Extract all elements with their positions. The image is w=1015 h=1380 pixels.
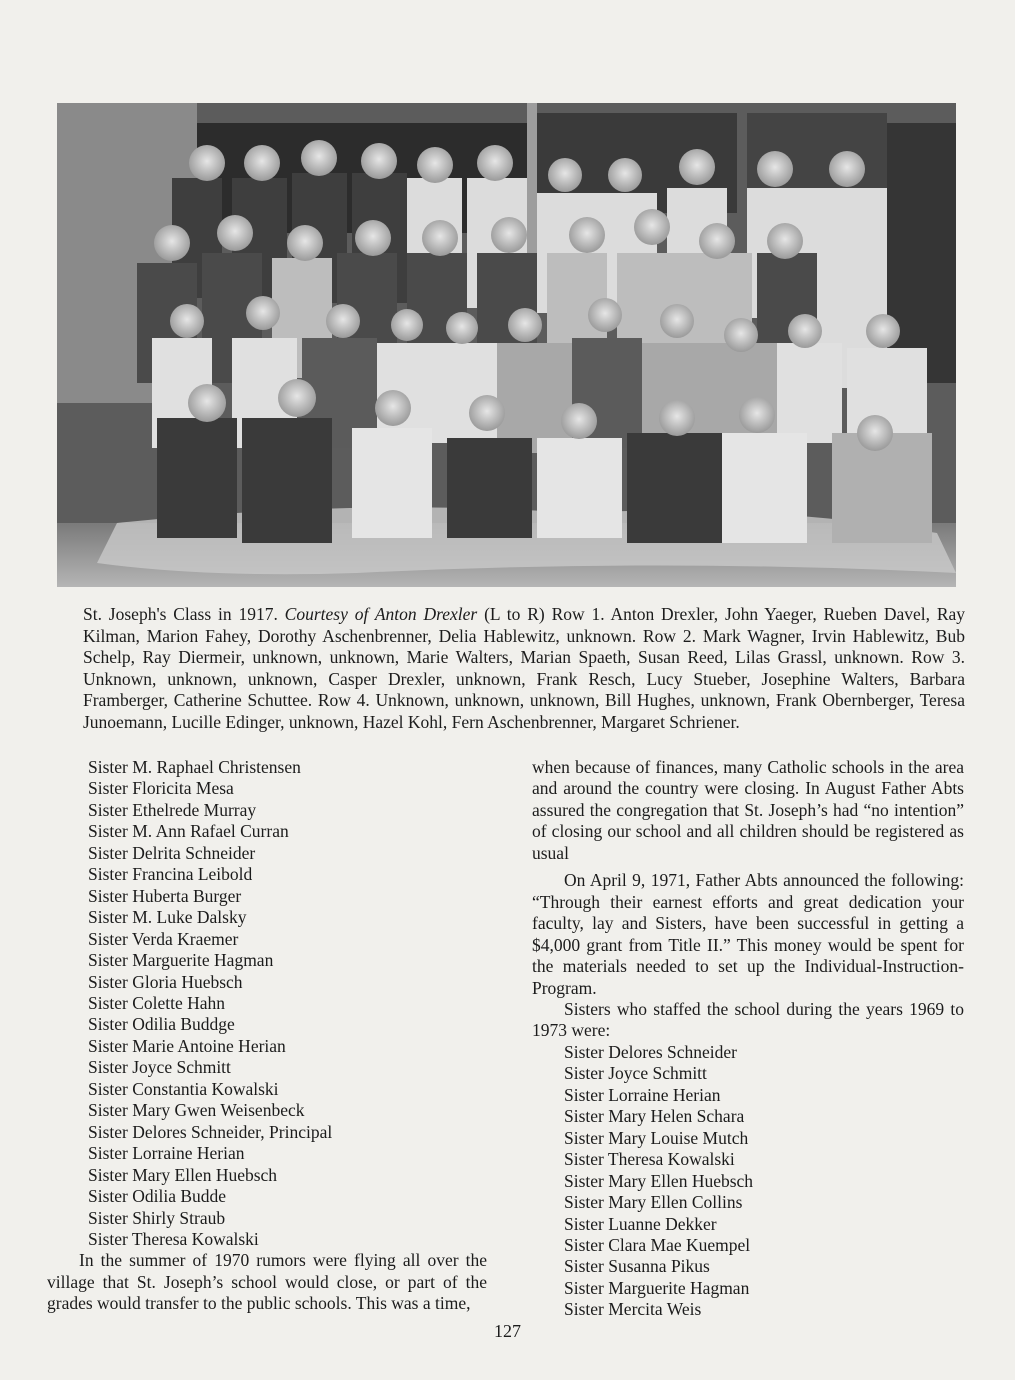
list-item: Sister Delores Schneider, Principal [88,1121,333,1142]
right-column [532,757,964,1321]
staff-intro-paragraph: Sisters who staffed the school during the years 1969 to 1973 were: [532,998,964,1041]
list-item: Sister Mercita Weis [564,1299,702,1320]
list-item: Sister Mary Helen Schara [564,1106,745,1127]
list-item: Sister Mary Louise Mutch [564,1127,749,1148]
list-item: Sister Shirly Straub [88,1207,226,1228]
list-item: Sister Ethelrede Murray [88,799,257,820]
list-item: Sister Theresa Kowalski [564,1149,735,1170]
list-item: Sister Marie Antoine Herian [88,1035,286,1056]
list-item: Sister Clara Mae Kuempel [564,1234,751,1255]
list-item: Sister Luanne Dekker [564,1213,717,1234]
list-item: Sister Verda Kraemer [88,928,239,949]
grant-paragraph: On April 9, 1971, Father Abts announced the following: “Through their earnest efforts and great dedication your faculty, lay and Sisters, have been successful in getting a $4,000 grant from Title II.” This money would be spent for the materials needed to set up the Individual-Instruction-Program. [532,870,964,998]
list-item: Sister Mary Ellen Huebsch [564,1170,754,1191]
list-item: Sister Joyce Schmitt [564,1063,707,1084]
class-photograph-image [57,103,956,587]
list-item: Sister Constantia Kowalski [88,1078,279,1099]
list-item: Sister M. Ann Rafael Curran [88,821,289,842]
list-item: Sister Huberta Burger [88,885,242,906]
sisters-list-right [532,1042,964,1321]
list-item: Sister Theresa Kowalski [88,1228,259,1249]
list-item: Sister Francina Leibold [88,864,253,885]
list-item: Sister Odilia Budde [88,1186,227,1207]
page-number: 127 [494,1321,521,1341]
list-item: Sister Mary Ellen Collins [564,1192,743,1213]
list-item: Sister Joyce Schmitt [88,1057,231,1078]
list-item: Sister Floricita Mesa [88,778,234,799]
finances-paragraph: when because of finances, many Catholic schools in the area and around the country were closing. In August Father Abts assured the congregation that St. Joseph’s had “no intention” of closing our school and all children should be registered as usual [532,757,964,863]
caption-body: (L to R) Row 1. Anton Drexler, John Yaeger, Rueben Davel, Ray Kilman, Marion Fahey, Dorothy Aschenbrenner, Delia Hablewitz, unknown. Row 2. Mark Wagner, Irvin Hablewitz, Bub Schelp, Ray Diermeir, unknown, unknown, Marie Walters, Marian Spaeth, Susan Reed, Lilas Grassl, unknown. Row 3. Unknown, unknown, unknown, Casper Drexler, unknown, Frank Resch, Lucy Stueber, Josephine Walters, Barbara Framberger, Catherine Schuttee. Row 4. Unknown, unknown, unknown, Bill Hughes, unknown, Frank Obernberger, Teresa Junoemann, Lucille Edinger, unknown, Hazel Kohl, Fern Aschenbrenner, Margaret Schriener. [83,604,966,732]
caption-credit: Courtesy of Anton Drexler [284,604,478,624]
rumors-paragraph: In the summer of 1970 rumors were flying all over the village that St. Joseph’s school would close, or part of the grades would transfer to the public schools. This was a time, [47,1250,487,1314]
list-item: Sister Lorraine Herian [88,1143,245,1164]
sisters-list-left [88,757,488,1250]
list-item: Sister M. Luke Dalsky [88,907,247,928]
list-item: Sister Mary Gwen Weisenbeck [88,1100,305,1121]
caption-lead: St. Joseph's Class in 1917. [83,604,278,624]
photo-caption [83,604,965,733]
list-item: Sister Lorraine Herian [564,1084,721,1105]
list-item: Sister Delrita Schneider [88,842,256,863]
left-column [47,757,488,1315]
class-photograph [57,103,956,587]
list-item: Sister Delores Schneider [564,1041,738,1062]
list-item: Sister Mary Ellen Huebsch [88,1164,278,1185]
list-item: Sister Marguerite Hagman [564,1277,750,1298]
list-item: Sister Marguerite Hagman [88,950,274,971]
list-item: Sister Susanna Pikus [564,1256,710,1277]
list-item: Sister M. Raphael Christensen [88,757,301,777]
list-item: Sister Odilia Buddge [88,1014,235,1035]
list-item: Sister Colette Hahn [88,992,226,1013]
list-item: Sister Gloria Huebsch [88,971,243,992]
